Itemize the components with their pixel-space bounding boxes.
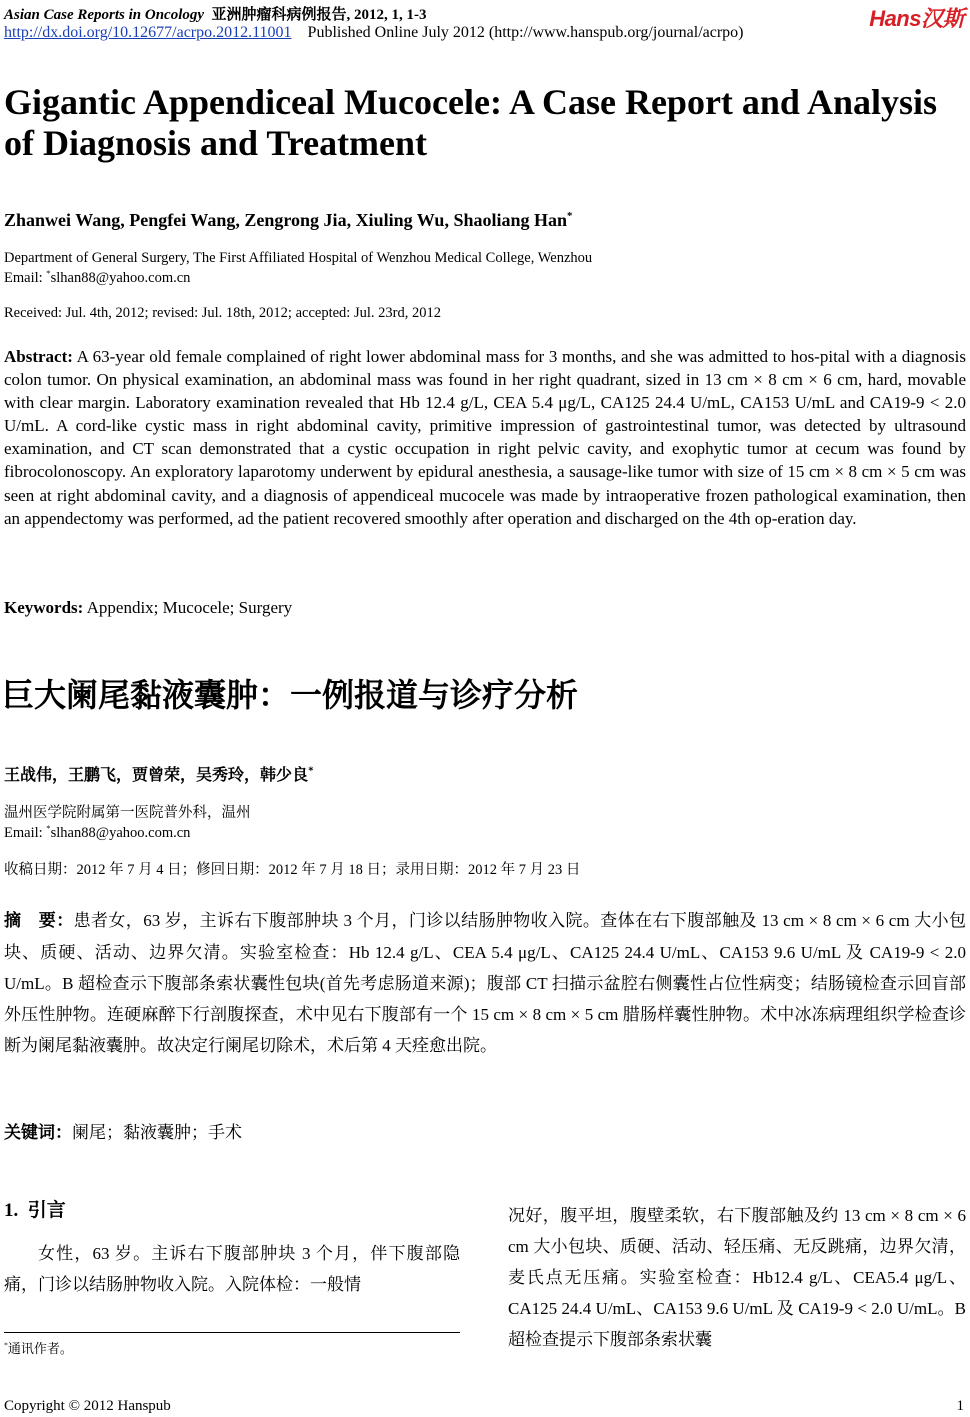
cn-corresponding-mark: *: [308, 765, 314, 777]
abstract: [4, 345, 966, 530]
received-dates: Received: Jul. 4th, 2012; revised: Jul. 18th, 2012; accepted: Jul. 23rd, 2012: [4, 305, 441, 321]
page-number: 1: [956, 1398, 964, 1414]
author-list: [4, 210, 572, 231]
email-line: Email: *slhan88@yahoo.com.cn: [4, 268, 191, 286]
journal-name-cn: 亚洲肿瘤科病例报告, 2012, 1, 1-3: [211, 7, 427, 23]
footnote-text: 通讯作者。: [7, 1341, 73, 1356]
cn-abstract-text: 患者女，63 岁，主诉右下腹部肿块 3 个月，门诊以结肠肿物收入院。查体在右下腹部触及 13 cm × 8 cm × 6 cm 大小包块、质硬、活动、边界欠清。实验室检查：Hb 12.4 g/L、CEA 5.4 μg/L、CA125 24.4 U/mL、CA153 9.6 U/mL 及 CA19-9 < 2.0 U/mL。B 超检查示下腹部条索状囊性包块(首先考虑肠道来源)；腹部 CT 扫描示盆腔右侧囊性占位性病变；结肠镜检查示回盲部外压性肿物。连硬麻醉下行剖腹探查，术中见右下腹部有一个 15 cm × 8 cm × 5 cm 腊肠样囊性肿物。术中冰冻病理组织学检查诊断为阑尾黏液囊肿。故决定行阑尾切除术，术后第 4 天痊愈出院。: [4, 911, 967, 1055]
affiliation-block: [4, 248, 592, 288]
cn-authors-text: 王战伟，王鹏飞，贾曾荣，吴秀玲，韩少良: [4, 765, 309, 784]
keywords: [4, 598, 292, 618]
cn-affiliation: 温州医学院附属第一医院普外科，温州: [4, 805, 251, 821]
cn-keywords-label: 关键词：: [4, 1123, 72, 1143]
cn-abstract-label: 摘 要：: [4, 911, 74, 931]
cn-affiliation-block: [4, 803, 251, 843]
cn-title: 巨大阑尾黏液囊肿：一例报道与诊疗分析: [2, 676, 579, 714]
published-info: Published Online July 2012 (http://www.hanspub.org/journal/acrpo): [307, 24, 744, 41]
cn-keywords: [4, 1118, 242, 1143]
affiliation: Department of General Surgery, The First Affiliated Hospital of Wenzhou Medical College, Wenzhou: [4, 250, 593, 266]
copyright: Copyright © 2012 Hanspub: [4, 1398, 171, 1414]
authors-text: Zhanwei Wang, Pengfei Wang, Zengrong Jia, Xiuling Wu, Shaoliang Han: [4, 210, 567, 230]
section-number: 1.: [4, 1200, 19, 1221]
section-title: 引言: [27, 1199, 66, 1221]
header-links: [4, 24, 744, 42]
paper-title: Gigantic Appendiceal Mucocele: A Case Report and Analysis of Diagnosis and Treatment: [4, 82, 938, 163]
cn-email-line: Email: *slhan88@yahoo.com.cn: [4, 823, 191, 841]
body-right-column: 况好，腹平坦，腹壁柔软，右下腹部触及约 13 cm × 8 cm × 6 cm 大小包块、质硬、活动、轻压痛、无反跳痛，边界欠清，麦氏点无压痛。实验室检查：Hb12.4 g/L、CEA5.4 μg/L、CA125 24.4 U/mL、CA153 9.6 U/mL 及 CA19-9 < 2.0 U/mL。B 超检查提示下腹部条索状囊: [508, 1206, 966, 1349]
corresponding-mark: *: [567, 210, 573, 222]
journal-header: [4, 3, 427, 24]
abstract-text: A 63-year old female complained of right lower abdominal mass for 3 months, and she was admitted to hos-pital with a diagnosis colon tumor. On physical examination, an abdominal mass was found in her right quadrant, sized in 13 cm × 8 cm × 6 cm, hard, movable with clear margin. Laboratory examination revealed that Hb 12.4 g/L, CEA 5.4 μg/L, CA125 24.4 U/mL, CA153 U/mL and CA19-9 < 2.0 U/mL. A cord-like cystic mass in right abdominal cavity, primitive impression of gastrointestinal tumor, was detected by ultrasound examination, and CT scan demonstrated that a cystic occupation in right pelvic cavity, and exophytic tumor at cecum was found by fibrocolonoscopy. An exploratory laparotomy underwent by epidural anesthesia, a sausage-like tumor with size of 15 cm × 8 cm × 5 cm was seen at right abdominal cavity, and a diagnosis of appendiceal mucocele was made by intraoperative frozen pathological examination, then an appendectomy was performed, ad the patient recovered smoothly after operation and discharged on the 4th op-eration day.: [4, 347, 967, 528]
section-heading: [4, 1195, 66, 1222]
body-left-column: 女性，63 岁。主诉右下腹部肿块 3 个月，伴下腹部隐痛，门诊以结肠肿物收入院。入院体检：一般情: [4, 1244, 460, 1294]
footnote-mark: *: [4, 1340, 8, 1350]
abstract-label: Abstract:: [4, 347, 73, 366]
email-address[interactable]: slhan88@yahoo.com.cn: [50, 270, 191, 286]
keywords-text: Appendix; Mucocele; Surgery: [86, 598, 293, 617]
hans-logo: Hans汉斯: [869, 6, 964, 31]
footnote: [4, 1338, 73, 1357]
cn-author-list: [4, 762, 314, 785]
cn-email-address[interactable]: slhan88@yahoo.com.cn: [50, 825, 191, 841]
keywords-label: Keywords:: [4, 598, 84, 617]
cn-abstract: [4, 905, 966, 1061]
footnote-divider: [4, 1332, 460, 1333]
cn-received-dates: 收稿日期：2012 年 7 月 4 日；修回日期：2012 年 7 月 18 日；录用日期：2012 年 7 月 23 日: [4, 862, 581, 878]
journal-name: Asian Case Reports in Oncology: [4, 7, 205, 23]
cn-keywords-text: 阑尾；黏液囊肿；手术: [72, 1123, 242, 1142]
doi-link[interactable]: http://dx.doi.org/10.12677/acrpo.2012.11001: [4, 24, 292, 41]
